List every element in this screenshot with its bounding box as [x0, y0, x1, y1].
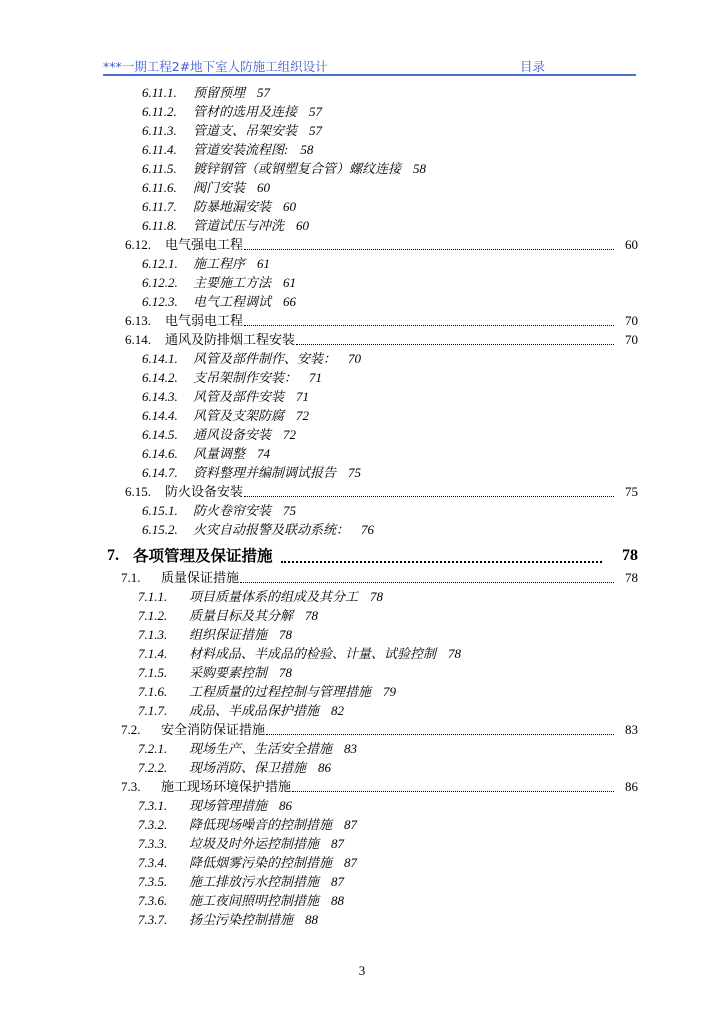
toc-entry-page: 83 — [625, 722, 638, 737]
toc-entry-page: 60 — [625, 237, 638, 252]
toc-entry-title: 各项管理及保证措施 — [133, 547, 273, 565]
toc-entry-title: 管道支、吊架安装 — [193, 123, 298, 138]
toc-entry[interactable] — [138, 911, 318, 929]
dot-leader — [244, 236, 614, 250]
toc-entry[interactable] — [142, 103, 322, 121]
toc-entry[interactable] — [142, 350, 361, 368]
toc-entry-number: 6.14.2. — [142, 370, 178, 385]
page-header — [103, 57, 636, 76]
toc-entry-page: 61 — [257, 256, 271, 271]
toc-entry-page: 61 — [283, 275, 297, 290]
toc-entry-number: 6.11.3. — [142, 123, 177, 138]
toc-entry-number: 6.14.5. — [142, 427, 178, 442]
toc-entry-title: 管材的选用及连接 — [193, 104, 298, 119]
toc-entry-page: 87 — [331, 836, 345, 851]
dot-leader — [244, 483, 614, 497]
toc-entry[interactable] — [125, 331, 638, 349]
toc-entry-page: 74 — [257, 446, 271, 461]
toc-entry-page: 86 — [279, 798, 293, 813]
toc-entry-page: 66 — [283, 294, 297, 309]
toc-entry-number: 6.14.7. — [142, 465, 178, 480]
toc-entry-page: 58 — [413, 161, 427, 176]
toc-entry[interactable] — [142, 521, 374, 539]
toc-entry-number: 6.12. — [125, 237, 151, 252]
toc-entry[interactable] — [138, 702, 344, 720]
toc-entry-number: 7.3.3. — [138, 836, 168, 851]
section-label: 目录 — [520, 59, 546, 74]
toc-entry[interactable] — [138, 740, 357, 758]
toc-entry-page: 60 — [257, 180, 271, 195]
toc-entry-title: 采购要素控制 — [189, 665, 268, 680]
toc-entry[interactable] — [142, 84, 270, 102]
toc-entry-page: 87 — [344, 855, 358, 870]
toc-entry-title: 降低现场噪音的控制措施 — [189, 817, 333, 832]
toc-entry-number: 6.12.1. — [142, 256, 178, 271]
toc-entry[interactable] — [138, 626, 292, 644]
toc-entry[interactable] — [142, 426, 296, 444]
toc-entry-number: 7.1.3. — [138, 627, 168, 642]
toc-entry-number: 7.1.6. — [138, 684, 168, 699]
dot-leader — [240, 569, 614, 583]
toc-entry-title: 支吊架制作安装： — [193, 370, 298, 385]
toc-entry-title: 材料成品、半成品的检验、计量、试验控制 — [189, 646, 437, 661]
toc-entry-number: 6.11.5. — [142, 161, 177, 176]
toc-entry-title: 电气强电工程 — [165, 237, 244, 252]
toc-entry-title: 风管及部件制作、安装： — [193, 351, 337, 366]
dot-leader — [281, 545, 602, 563]
toc-entry-page: 71 — [296, 389, 310, 404]
dot-leader — [292, 778, 614, 792]
toc-entry-number: 6.11.7. — [142, 199, 177, 214]
document-title: ***一期工程2#地下室人防施工组织设计 — [103, 59, 328, 74]
toc-entry-title: 风量调整 — [193, 446, 246, 461]
toc-entry-page: 57 — [309, 104, 323, 119]
toc-entry-number: 6.13. — [125, 313, 151, 328]
toc-entry-title: 成品、半成品保护措施 — [189, 703, 320, 718]
toc-entry[interactable] — [142, 160, 426, 178]
toc-entry-title: 防火设备安装 — [165, 484, 244, 499]
toc-entry-number: 6.11.4. — [142, 142, 177, 157]
toc-entry-page: 70 — [348, 351, 362, 366]
toc-entry-title: 管道安装流程图: — [193, 142, 289, 157]
toc-entry-title: 风管及部件安装 — [193, 389, 285, 404]
toc-entry-page: 78 — [305, 608, 319, 623]
toc-entry-number: 7.1.4. — [138, 646, 168, 661]
toc-entry-page: 60 — [283, 199, 297, 214]
toc-entry-title: 防暴地漏安装 — [193, 199, 272, 214]
toc-entry-title: 火灾自动报警及联动系统： — [193, 522, 350, 537]
toc-entry-number: 6.15. — [125, 484, 151, 499]
toc-entry-page: 83 — [344, 741, 358, 756]
toc-entry-number: 6.14.4. — [142, 408, 178, 423]
toc-entry[interactable] — [138, 854, 357, 872]
toc-entry-title: 预留预埋 — [193, 85, 246, 100]
toc-entry-page: 70 — [625, 313, 638, 328]
toc-entry[interactable] — [125, 236, 638, 254]
toc-entry[interactable] — [138, 607, 318, 625]
toc-entry-title: 质量保证措施 — [161, 570, 240, 585]
toc-entry-number: 6.12.2. — [142, 275, 178, 290]
toc-entry-title: 防火卷帘安装 — [193, 503, 272, 518]
toc-entry-number: 6.11.6. — [142, 180, 177, 195]
toc-entry-number: 7.2. — [121, 722, 141, 737]
toc-entry-number: 6.14.1. — [142, 351, 178, 366]
toc-entry-page: 88 — [305, 912, 319, 927]
toc-entry-title: 质量目标及其分解 — [189, 608, 294, 623]
toc-entry-title: 镀锌钢管（或钢塑复合管）螺纹连接 — [193, 161, 402, 176]
toc-entry-page: 75 — [625, 484, 638, 499]
toc-entry[interactable] — [142, 464, 361, 482]
toc-entry-title: 施工现场环境保护措施 — [161, 779, 292, 794]
toc-entry-title: 电气弱电工程 — [165, 313, 244, 328]
toc-entry-title: 通风及防排烟工程安装 — [165, 332, 296, 347]
toc-entry[interactable] — [121, 721, 638, 739]
toc-entry[interactable] — [138, 835, 344, 853]
toc-entry-number: 7.2.1. — [138, 741, 168, 756]
toc-entry[interactable] — [138, 816, 357, 834]
toc-entry[interactable] — [142, 198, 296, 216]
toc-entry-number: 7.3.5. — [138, 874, 168, 889]
toc-entry[interactable] — [125, 483, 638, 501]
toc-entry[interactable] — [142, 122, 322, 140]
toc-entry-number: 6.14. — [125, 332, 151, 347]
toc-entry[interactable] — [142, 407, 309, 425]
toc-entry-title: 项目质量体系的组成及其分工 — [189, 589, 359, 604]
toc-entry-number: 7.1.5. — [138, 665, 168, 680]
toc-entry-number: 7.2.2. — [138, 760, 168, 775]
toc-entry[interactable] — [142, 445, 270, 463]
toc-entry[interactable] — [138, 873, 344, 891]
toc-entry-page: 57 — [309, 123, 323, 138]
toc-entry-title: 资料整理并编制调试报告 — [193, 465, 337, 480]
toc-entry-page: 70 — [625, 332, 638, 347]
toc-entry-title: 组织保证措施 — [189, 627, 268, 642]
toc-entry-number: 7.3.7. — [138, 912, 168, 927]
dot-leader — [296, 331, 614, 345]
toc-entry-page: 88 — [331, 893, 345, 908]
toc-entry-title: 施工排放污水控制措施 — [189, 874, 320, 889]
toc-entry-page: 71 — [309, 370, 323, 385]
toc-entry-number: 7.3.1. — [138, 798, 168, 813]
toc-entry-title: 风管及支架防腐 — [193, 408, 285, 423]
toc-entry[interactable] — [138, 797, 292, 815]
toc-entry-title: 管道试压与冲洗 — [193, 218, 285, 233]
toc-entry-number: 6.14.3. — [142, 389, 178, 404]
toc-entry-page: 86 — [625, 779, 638, 794]
dot-leader — [244, 312, 614, 326]
toc-entry-page: 78 — [448, 646, 462, 661]
toc-entry-number: 7.3.4. — [138, 855, 168, 870]
toc-entry[interactable] — [138, 645, 461, 663]
toc-entry[interactable] — [107, 545, 638, 567]
toc-entry-number: 7.1.2. — [138, 608, 168, 623]
toc-entry-number: 6.15.2. — [142, 522, 178, 537]
toc-entry[interactable] — [138, 892, 344, 910]
toc-entry[interactable] — [138, 664, 292, 682]
toc-entry-page: 87 — [331, 874, 345, 889]
toc-entry-title: 现场消防、保卫措施 — [189, 760, 307, 775]
toc-entry-title: 阀门安装 — [193, 180, 246, 195]
toc-entry-page: 72 — [283, 427, 297, 442]
toc-entry-number: 7.1. — [121, 570, 141, 585]
toc-entry-number: 6.14.6. — [142, 446, 178, 461]
toc-entry-title: 施工夜间照明控制措施 — [189, 893, 320, 908]
toc-entry-number: 6.11.1. — [142, 85, 177, 100]
toc-entry-title: 垃圾及时外运控制措施 — [189, 836, 320, 851]
toc-entry[interactable] — [142, 141, 313, 159]
toc-entry-page: 75 — [348, 465, 362, 480]
page-number: 3 — [358, 963, 366, 978]
toc-entry-page: 78 — [622, 547, 638, 564]
toc-entry-page: 79 — [383, 684, 397, 699]
toc-entry-title: 工程质量的过程控制与管理措施 — [189, 684, 372, 699]
toc-entry-number: 6.15.1. — [142, 503, 178, 518]
toc-entry-page: 82 — [331, 703, 345, 718]
toc-entry-number: 6.12.3. — [142, 294, 178, 309]
toc-entry-number: 7.3.2. — [138, 817, 168, 832]
toc-entry[interactable] — [121, 778, 638, 796]
toc-entry-title: 降低烟雾污染的控制措施 — [189, 855, 333, 870]
toc-entry[interactable] — [142, 255, 270, 273]
toc-entry-page: 78 — [279, 665, 293, 680]
toc-entry-page: 75 — [283, 503, 297, 518]
toc-entry-title: 扬尘污染控制措施 — [189, 912, 294, 927]
toc-entry-title: 现场生产、生活安全措施 — [189, 741, 333, 756]
toc-entry-number: 7.3.6. — [138, 893, 168, 908]
toc-entry-number: 7. — [107, 547, 119, 564]
toc-entry-page: 72 — [296, 408, 310, 423]
toc-entry[interactable] — [138, 683, 396, 701]
toc-entry[interactable] — [138, 759, 331, 777]
toc-entry-title: 现场管理措施 — [189, 798, 268, 813]
toc-entry[interactable] — [142, 502, 296, 520]
toc-entry-page: 87 — [344, 817, 358, 832]
toc-entry-title: 主要施工方法 — [193, 275, 272, 290]
dot-leader — [266, 721, 614, 735]
toc-entry-page: 78 — [370, 589, 384, 604]
toc-entry-number: 7.3. — [121, 779, 141, 794]
toc-entry[interactable] — [142, 274, 296, 292]
toc-entry-page: 58 — [300, 142, 314, 157]
toc-entry[interactable] — [142, 179, 270, 197]
toc-entry-number: 7.1.7. — [138, 703, 168, 718]
toc-entry[interactable] — [121, 569, 638, 587]
toc-entry-page: 57 — [257, 85, 271, 100]
toc-entry-number: 7.1.1. — [138, 589, 168, 604]
toc-entry-title: 电气工程调试 — [193, 294, 272, 309]
toc-entry-page: 86 — [318, 760, 332, 775]
toc-entry-title: 安全消防保证措施 — [161, 722, 266, 737]
toc-entry-page: 78 — [625, 570, 638, 585]
toc-entry-title: 通风设备安装 — [193, 427, 272, 442]
toc-entry-page: 76 — [361, 522, 375, 537]
toc-entry-page: 78 — [279, 627, 293, 642]
toc-entry[interactable] — [142, 369, 322, 387]
toc-entry[interactable] — [142, 388, 309, 406]
toc-entry-page: 60 — [296, 218, 310, 233]
toc-entry-title: 施工程序 — [193, 256, 246, 271]
toc-entry[interactable] — [142, 217, 309, 235]
toc-entry[interactable] — [142, 293, 296, 311]
toc-entry[interactable] — [125, 312, 638, 330]
toc-entry-number: 6.11.8. — [142, 218, 177, 233]
toc-entry[interactable] — [138, 588, 383, 606]
toc-entry-number: 6.11.2. — [142, 104, 177, 119]
